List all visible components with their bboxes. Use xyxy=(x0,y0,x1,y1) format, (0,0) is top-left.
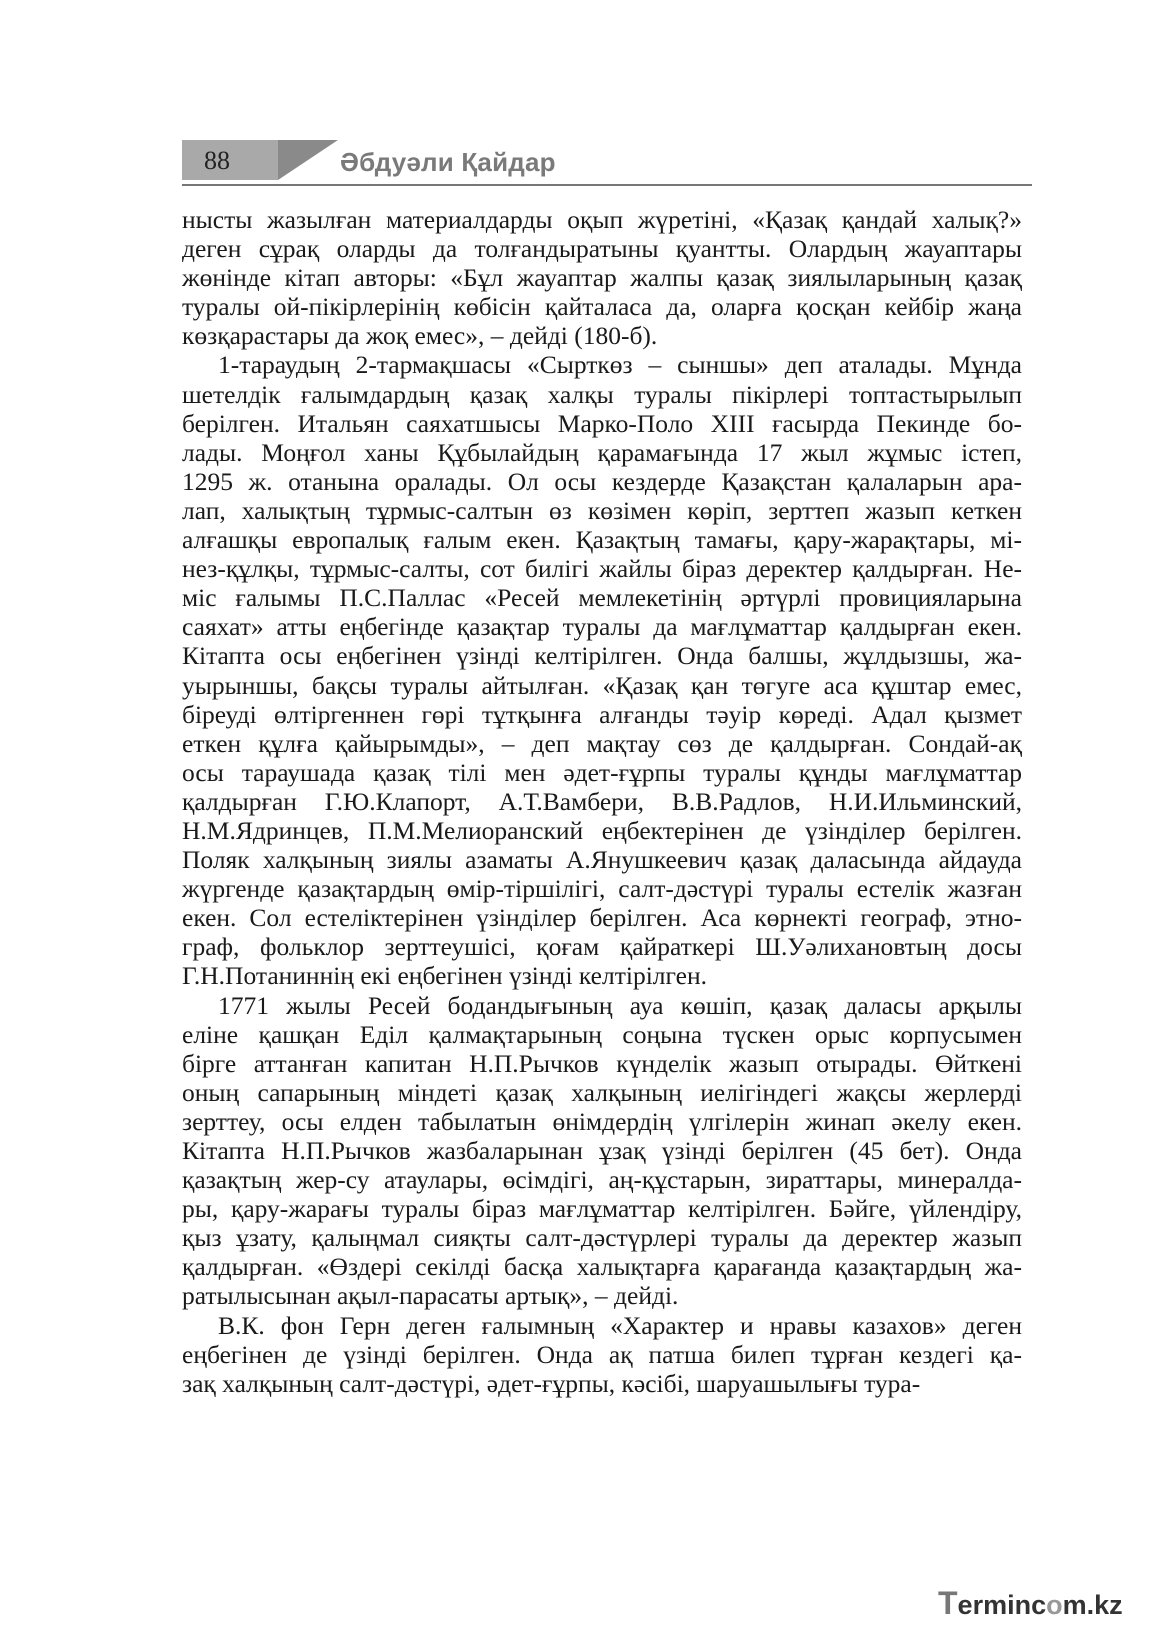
text-line: ры, қару-жарағы туралы біраз мағлұматтар келтірілген. Бәйге, үйлендіру, xyxy=(182,1194,1022,1224)
site-watermark xyxy=(938,1585,1123,1621)
text-line: қалдырған. «Өздері секілді басқа халықтарға қарағанда қазақтардың жа- xyxy=(182,1252,1022,1282)
text-line: қалдырған Г.Ю.Клапорт, А.Т.Вамбери, В.В.Радлов, Н.И.Ильминский, xyxy=(182,786,1022,816)
text-line: граф, фольклор зерттеушісі, қоғам қайраткері Ш.Уәлихановтың досы xyxy=(182,932,1022,962)
text-line: көзқарастары да жоқ емес», – дейді (180-б). xyxy=(182,321,658,351)
text-line: еліне қашқан Еділ қалмақтарының соңына түскен орыс корпусымен xyxy=(182,1019,1022,1049)
text-line: оның сапарының міндеті қазақ халқының иелігіндегі жақсы жерлерді xyxy=(182,1077,1022,1107)
text-line: еңбегінен де үзінді берілген. Онда ақ патша билеп тұрған кездегі қа- xyxy=(182,1339,1022,1369)
text-line: Поляк халқының зиялы азаматы А.Янушкеевич қазақ даласында айдауда xyxy=(182,845,1022,875)
watermark-o-glyph: o xyxy=(1046,1590,1063,1620)
text-line: 1771 жылы Ресей бодандығының ауа көшіп, қазақ даласы арқылы xyxy=(218,990,1022,1020)
text-line: Н.М.Ядринцев, П.М.Мелиоранский еңбектерінен де үзінділер берілген. xyxy=(182,815,1022,845)
text-line: еткен құлға қайырымды», – деп мақтау сөз де қалдырған. Сондай-ақ xyxy=(182,728,1022,758)
text-line: Кітапта Н.П.Рычков жазбаларынан ұзақ үзінді берілген (45 бет). Онда xyxy=(182,1136,1022,1165)
watermark-t-glyph: T xyxy=(938,1585,958,1621)
text-line: қазақтың жер-су атаулары, өсімдігі, аң-құстарын, зираттары, минералда- xyxy=(182,1165,1022,1195)
text-line: берілген. Итальян саяхатшысы Марко-Поло ХIII ғасырда Пекинде бо- xyxy=(182,408,1022,438)
text-line: 1-тараудың 2-тармақшасы «Сырткөз – сыншы» деп аталады. Мұнда xyxy=(218,350,1022,380)
text-line: зақ халқының салт-дәстүрі, әдет-ғұрпы, кәсібі, шаруашылығы тура- xyxy=(182,1368,921,1398)
text-line: уырыншы, бақсы туралы айтылған. «Қазақ қан төгуге аса құштар емес, xyxy=(182,670,1022,700)
text-line: міс ғалымы П.С.Паллас «Ресей мемлекетінің әртүрлі провицияларына xyxy=(182,583,1022,613)
text-line: 1295 ж. отанына оралады. Ол осы кездерде Қазақстан қалаларын ара- xyxy=(182,466,1022,496)
text-line: біреуді өлтіргеннен гөрі тұтқынға алғанды тәуір көреді. Адал қызмет xyxy=(182,699,1022,729)
text-line: екен. Сол естеліктерінен үзінділер берілген. Аса көрнекті географ, этно- xyxy=(182,903,1022,933)
text-line: жөнінде кітап авторы: «Бұл жауаптар жалпы қазақ зиялыларының қазақ xyxy=(182,263,1022,293)
text-line: шетелдік ғалымдардың қазақ халқы туралы пікірлері топтастырылып xyxy=(182,379,1022,409)
text-line: деген сұрақ оларды да толғандыратыны қуантты. Олардың жауаптары xyxy=(182,234,1022,264)
text-line: туралы ой-пікірлерінің көбісін қайталаса да, оларға қосқан кейбір жаңа xyxy=(182,292,1022,322)
body-text xyxy=(182,205,1022,1398)
text-line: осы тараушада қазақ тілі мен әдет-ғұрпы туралы құнды мағлұматтар xyxy=(182,757,1022,787)
text-line: жүргенде қазақтардың өмір-тіршілігі, салт-дәстүрі туралы естелік жазған xyxy=(182,874,1022,904)
header-rule xyxy=(182,184,1032,186)
text-line: қыз ұзату, қалыңмал сияқты салт-дәстүрлері туралы да деректер жазып xyxy=(182,1223,1022,1253)
text-line: саяхат» атты еңбегінде қазақтар туралы да мағлұматтар қалдырған екен. xyxy=(182,612,1022,642)
page-header xyxy=(182,140,1032,188)
text-line: алғашқы европалық ғалым екен. Қазақтың тамағы, қару-жарақтары, мі- xyxy=(182,525,1022,555)
page-number-tab xyxy=(182,140,278,180)
text-line: зерттеу, осы елден табылатын өнімдердің үлгілерін жинап әкелу екен. xyxy=(182,1106,1022,1136)
text-line: ратылысынан ақыл-парасаты артық», – дейді. xyxy=(182,1281,679,1311)
text-line: лады. Моңғол ханы Құбылайдың қарамағында 17 жыл жұмыс істеп, xyxy=(182,437,1022,467)
text-line: Г.Н.Потаниннің екі еңбегінен үзінді келтірілген. xyxy=(182,961,707,991)
page-number: 88 xyxy=(204,146,230,175)
text-line: Кітапта осы еңбегінен үзінді келтірілген. Онда балшы, жұлдызшы, жа- xyxy=(182,641,1022,671)
text-line: В.К. фон Герн деген ғалымның «Характер и нравы казахов» деген xyxy=(218,1310,1022,1340)
text-line: нез-құлқы, тұрмыс-салты, сот билігі жайлы біраз деректер қалдырған. Не- xyxy=(182,554,1022,584)
watermark-text: erminc xyxy=(957,1590,1047,1620)
text-line: бірге аттанған капитан Н.П.Рычков күнделік жазып отырады. Өйткені xyxy=(182,1048,1022,1078)
text-line: нысты жазылған материалдарды оқып жүретіні, «Қазақ қандай халық?» xyxy=(182,205,1022,234)
page-tab-arrow xyxy=(278,140,338,180)
running-title: Әбдуәли Қайдар xyxy=(340,147,556,177)
watermark-tail: m.kz xyxy=(1062,1590,1123,1620)
text-line: лап, халықтың тұрмыс-салтын өз көзімен көріп, зерттеп жазып кеткен xyxy=(182,495,1022,525)
